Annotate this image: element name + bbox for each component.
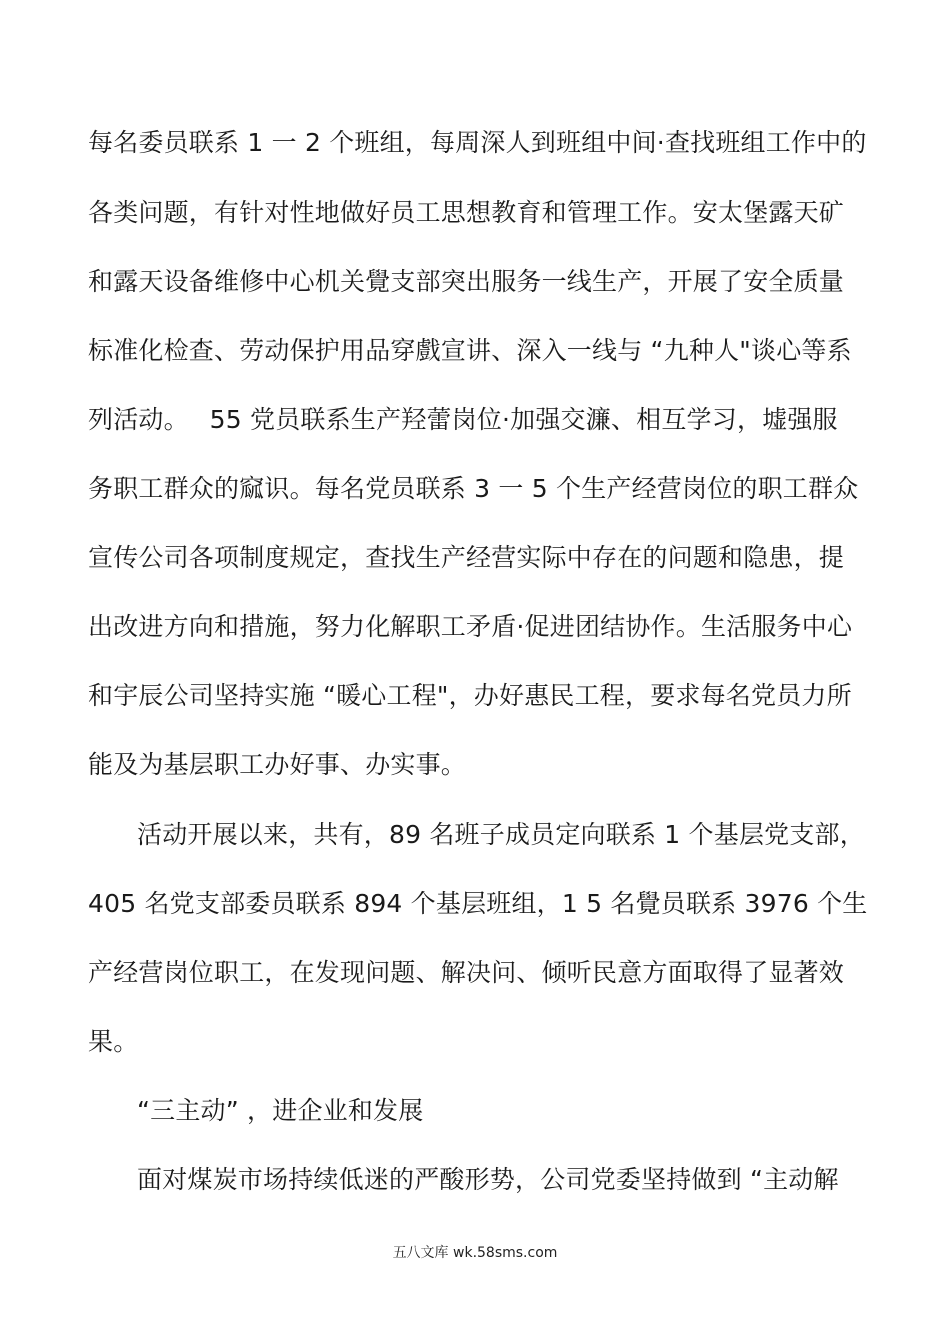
paragraph-1-line-4: 标准化检查、劳动保护用品穿戲宣讲、深入一线与 “九种人"谈心等系 (88, 336, 852, 365)
paragraph-1-line-7: 宣传公司各项制度规定，查找生产经营实际中存在的问题和隐患，提 (88, 543, 845, 572)
paragraph-2-line-2: 405 名党支部委员联系 894 个基层班组，1 5 名覺员联系 3976 个生 (88, 889, 868, 918)
paragraph-1-line-1: 每名委员联系 1 一 2 个班组，每周深人到班组中间·查找班组工作中的 (88, 128, 867, 157)
paragraph-3-line-1: 面对煤炭市场持续低迷的严酸形势，公司党委坚持做到 “主动解 (137, 1165, 839, 1194)
paragraph-1-line-3: 和露天设备维修中心机关覺支部突出服务一线生产，开展了安全质量 (88, 267, 845, 296)
paragraph-2-line-1: 活动开展以来，共有，89 名班子成员定向联系 1 个基层党支部， (137, 820, 865, 849)
section-heading: “三主动” ，进企业和发展 (137, 1096, 424, 1125)
paragraph-1-line-8: 出改进方向和措施，努力化解职工矛盾·促进团结协作。生活服务中心 (88, 612, 853, 641)
paragraph-1-line-9: 和宇辰公司坚持实施 “暖心工程"，办好惠民工程，要求每名党员力所 (88, 681, 852, 710)
paragraph-2-line-4: 果。 (88, 1027, 139, 1056)
paragraph-1-line-6: 务职工群众的窳识。每名党员联系 3 一 5 个生产经营岗位的职工群众 (88, 474, 859, 503)
paragraph-1-line-2: 各类问题，有针对性地做好员工思想教育和管理工作。安太堡露天矿 (88, 198, 845, 227)
footer-source: 五八文库 wk.58sms.com (392, 1245, 558, 1261)
paragraph-2-line-3: 产经营岗位职工，在发现问题、解决问、倾听民意方面取得了显著效 (88, 958, 845, 987)
paragraph-1-line-5: 列活动。 55 党员联系生产羟蕾岗位·加强交濂、相互学习，墟强服 (88, 405, 838, 434)
paragraph-1-line-10: 能及为基层职工办好事、办实事。 (88, 750, 467, 779)
